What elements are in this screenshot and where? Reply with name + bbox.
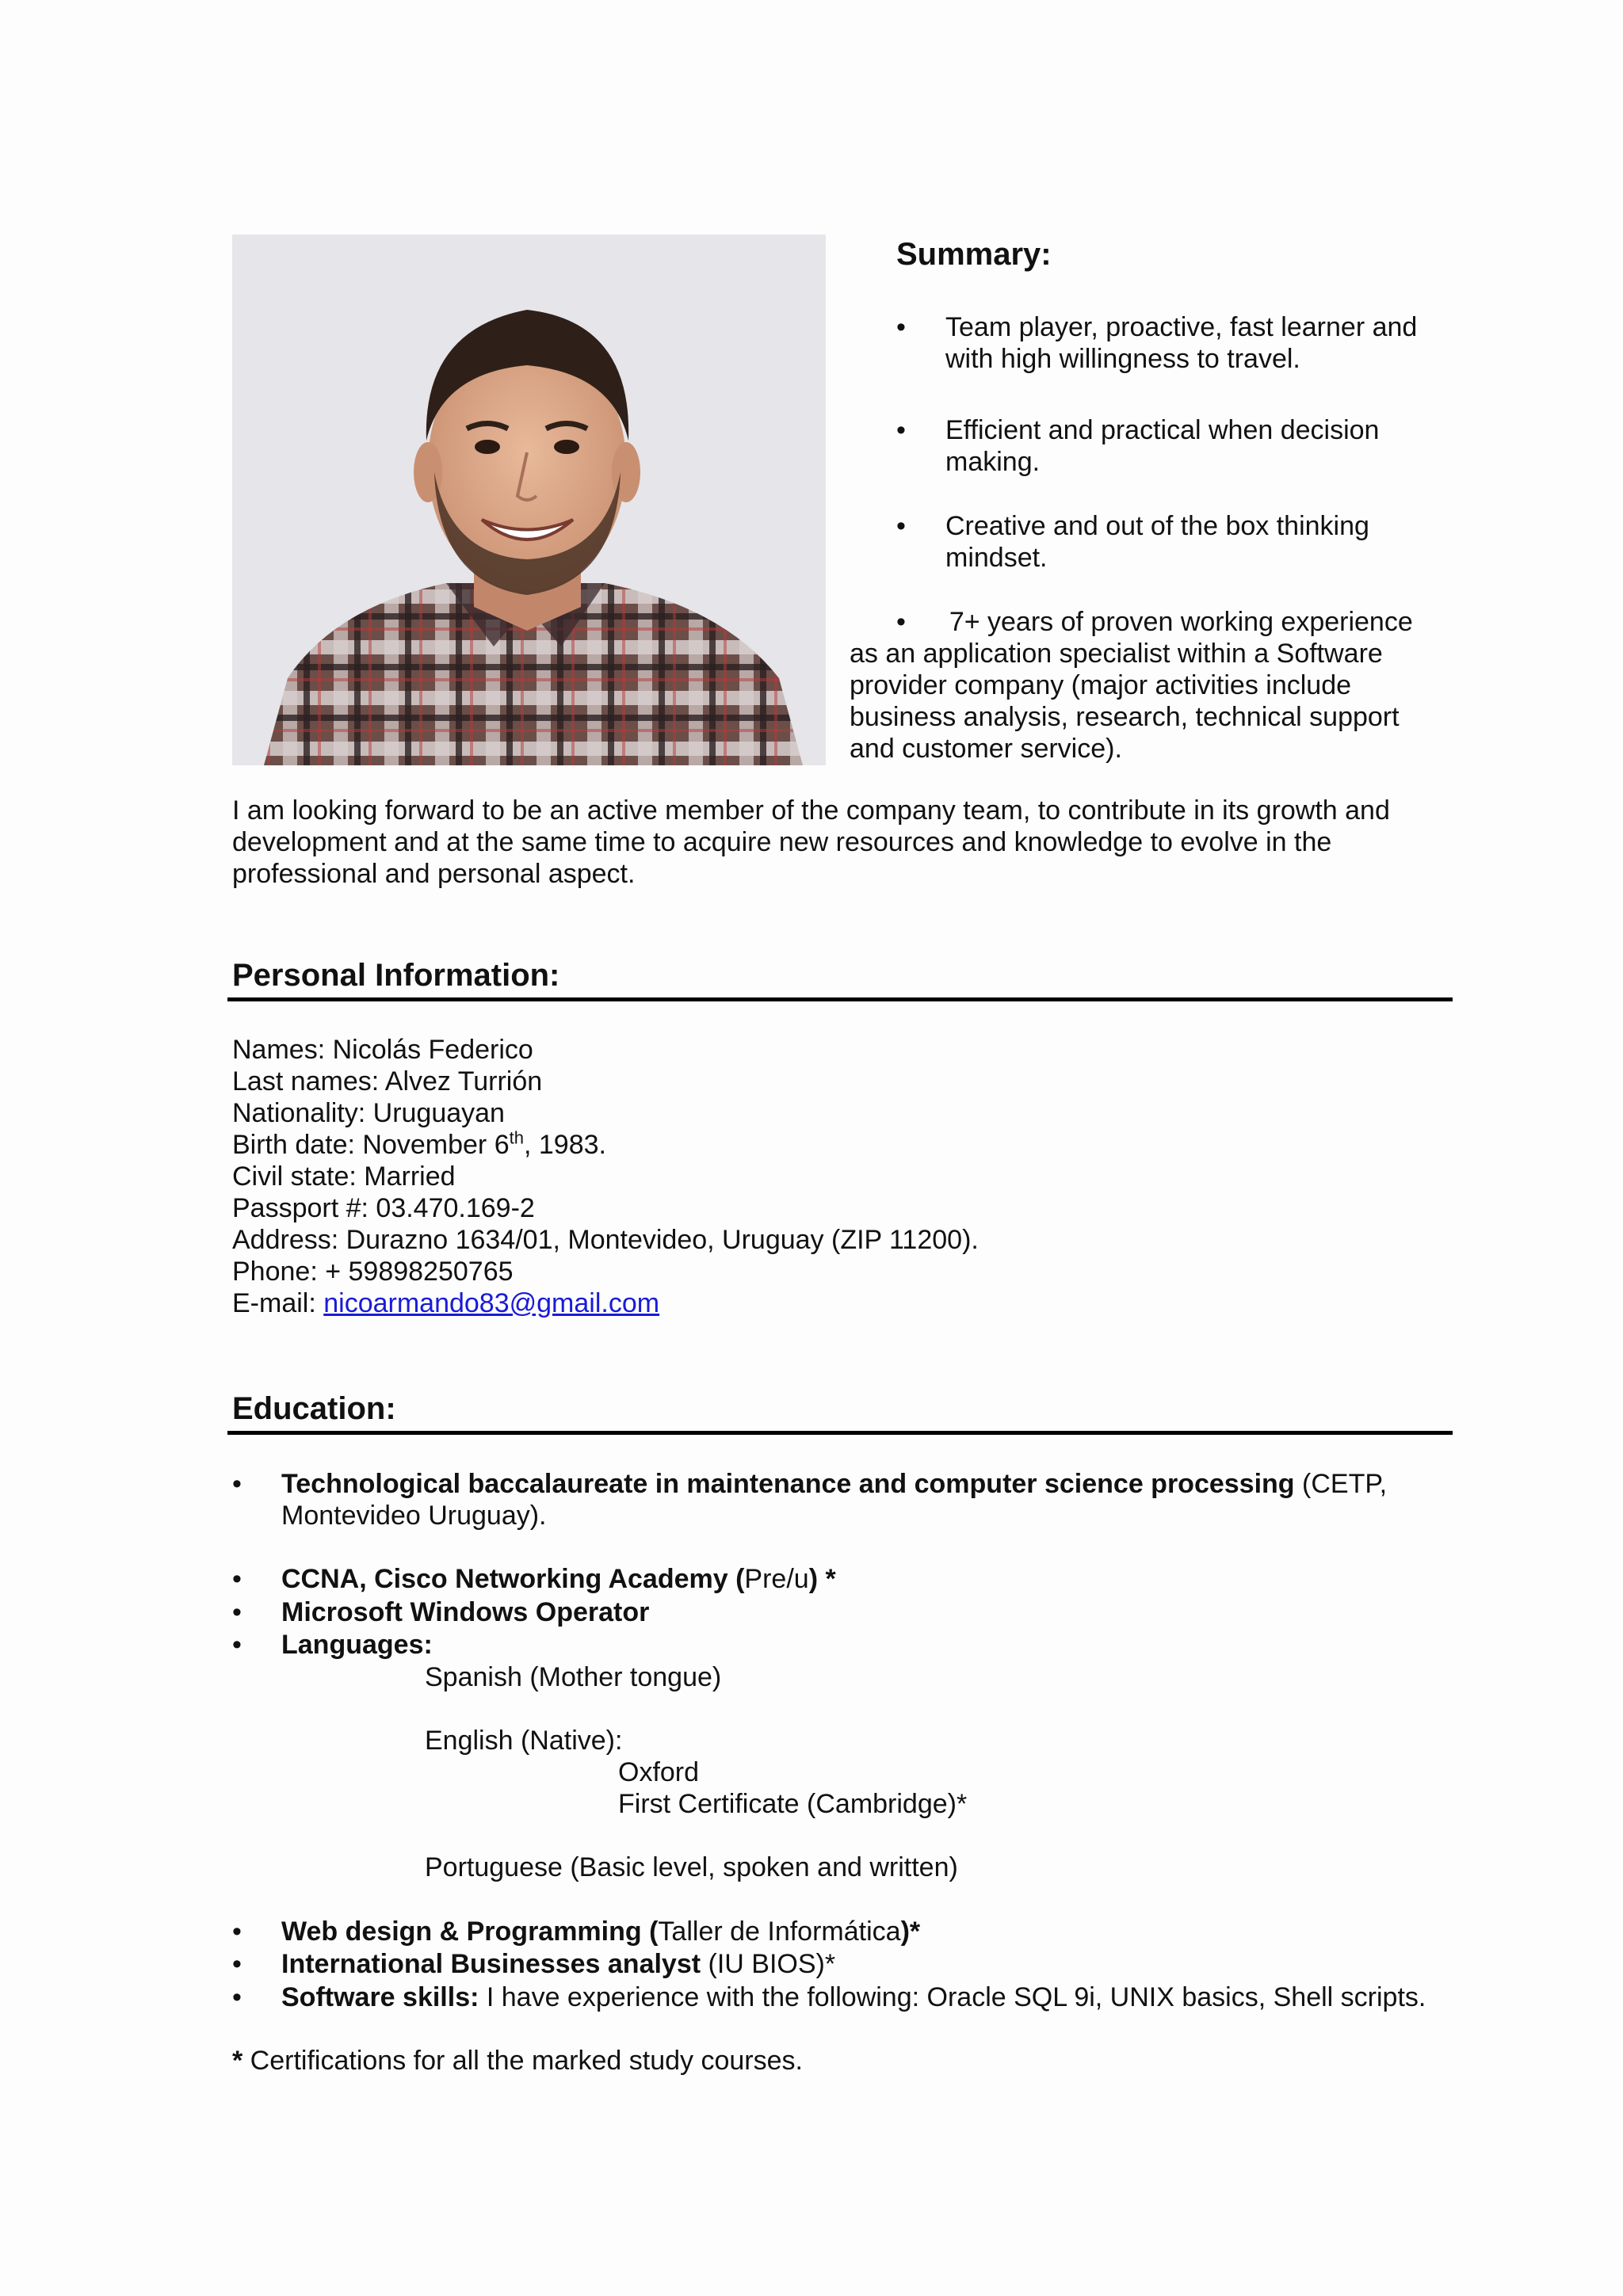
section-divider <box>227 1431 1453 1435</box>
personal-info-list <box>232 1034 979 1319</box>
bullet-icon: • <box>232 1469 242 1499</box>
language-english-cert: First Certificate (Cambridge)* <box>618 1789 968 1819</box>
personal-info-heading: Personal Information: <box>232 958 560 993</box>
summary-text: and customer service). <box>850 734 1122 764</box>
last-names-field: Last names: Alvez Turrión <box>232 1066 543 1097</box>
bullet-icon: • <box>232 1564 242 1594</box>
summary-heading: Summary: <box>896 237 1052 272</box>
phone-field: Phone: + 59898250765 <box>232 1257 514 1287</box>
language-english-cert: Oxford <box>618 1757 700 1787</box>
summary-text: making. <box>945 447 1041 477</box>
bullet-icon: • <box>232 1949 242 1979</box>
email-field: E-mail: nicoarmando83@gmail.com <box>232 1288 660 1318</box>
summary-text: Team player, proactive, fast learner and <box>945 312 1418 342</box>
names-field: Names: Nicolás Federico <box>232 1035 533 1065</box>
passport-field: Passport #: 03.470.169-2 <box>232 1193 535 1223</box>
birth-date-field: Birth date: November 6th, 1983. <box>232 1127 606 1160</box>
education-detail: (CETP, <box>1294 1469 1388 1499</box>
summary-text: 7+ years of proven working experience <box>949 607 1413 637</box>
summary-text: mindset. <box>945 543 1048 573</box>
education-title: Languages: <box>281 1630 433 1660</box>
certifications-footnote: * Certifications for all the marked study courses. <box>232 2046 803 2076</box>
education-title: Microsoft Windows Operator <box>281 1597 650 1627</box>
summary-text: business analysis, research, technical support <box>850 702 1400 732</box>
summary-bullet <box>850 606 1460 765</box>
intro-line: professional and personal aspect. <box>232 859 636 889</box>
civil-state-field: Civil state: Married <box>232 1161 456 1192</box>
profile-photo <box>232 235 826 765</box>
summary-text: Efficient and practical when decision <box>945 415 1380 445</box>
email-link[interactable]: nicoarmando83@gmail.com <box>323 1288 660 1318</box>
bullet-icon: • <box>232 1597 242 1627</box>
bullet-icon: • <box>896 312 906 342</box>
education-heading: Education: <box>232 1391 396 1426</box>
nationality-field: Nationality: Uruguayan <box>232 1098 505 1128</box>
education-title: Technological baccalaureate in maintenance and computer science processing <box>281 1469 1295 1499</box>
intro-line: development and at the same time to acquire new resources and knowledge to evolve in the <box>232 827 1332 857</box>
bullet-icon: • <box>232 1630 242 1660</box>
bullet-icon: • <box>896 607 906 637</box>
bullet-icon: • <box>232 1982 242 2012</box>
intro-line: I am looking forward to be an active member of the company team, to contribute in its growth and <box>232 795 1390 826</box>
summary-text: with high willingness to travel. <box>945 344 1300 374</box>
language-portuguese: Portuguese (Basic level, spoken and written) <box>425 1852 958 1882</box>
summary-text: provider company (major activities include <box>850 670 1352 700</box>
intro-paragraph <box>232 795 1468 890</box>
bullet-icon: • <box>232 1917 242 1947</box>
summary-text: as an application specialist within a Software <box>850 639 1383 669</box>
language-spanish: Spanish (Mother tongue) <box>425 1662 722 1692</box>
summary-text: Creative and out of the box thinking <box>945 511 1369 541</box>
education-detail: Montevideo Uruguay). <box>281 1501 547 1531</box>
language-english: English (Native): <box>425 1726 623 1756</box>
address-field: Address: Durazno 1634/01, Montevideo, Uruguay (ZIP 11200). <box>232 1225 979 1255</box>
section-divider <box>227 997 1453 1001</box>
bullet-icon: • <box>896 415 906 445</box>
bullet-icon: • <box>896 511 906 541</box>
